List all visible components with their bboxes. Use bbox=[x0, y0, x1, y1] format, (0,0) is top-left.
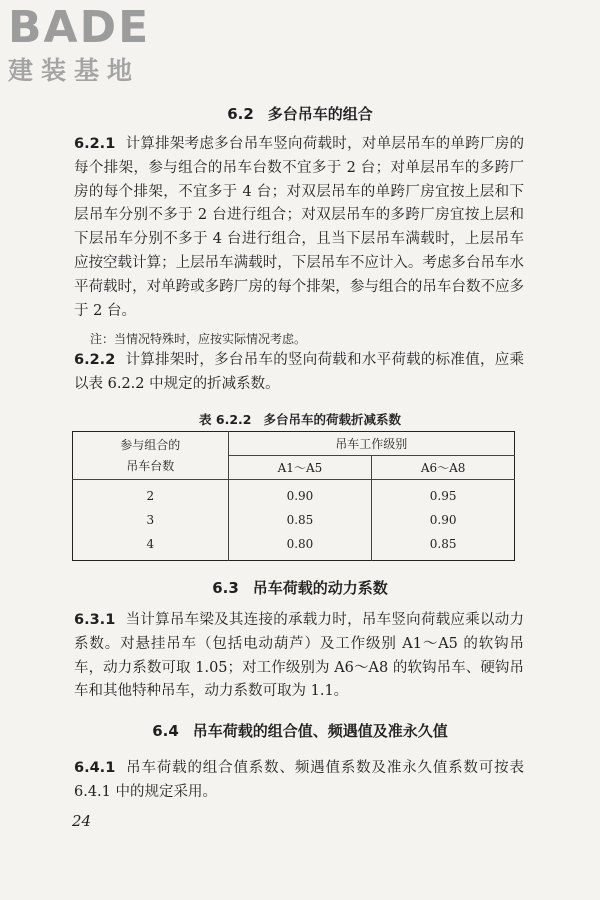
section-heading-6-3 bbox=[0, 577, 600, 598]
table-row bbox=[73, 480, 515, 509]
table-number: 表 6.2.2 bbox=[199, 412, 252, 427]
load-reduction-table bbox=[72, 431, 515, 561]
clause-text: 计算排架时，多台吊车的竖向荷载和水平荷载的标准值，应乘以表 6.2.2 中规定的折减系数。 bbox=[74, 352, 524, 392]
watermark-logo bbox=[8, 4, 178, 86]
section-heading-6-2 bbox=[0, 103, 600, 124]
clause-number: 6.4.1 bbox=[74, 760, 116, 776]
factor-a1-a5-cell: 0.80 bbox=[228, 532, 372, 561]
table-row bbox=[73, 532, 515, 561]
clause-number: 6.3.1 bbox=[74, 612, 116, 628]
row-header-cell bbox=[73, 432, 229, 480]
row-header-line2: 吊车台数 bbox=[126, 458, 175, 473]
clause-6-3-1 bbox=[74, 609, 524, 704]
row-header-line1: 参与组合的 bbox=[120, 437, 181, 452]
clause-number: 6.2.1 bbox=[74, 136, 116, 152]
factor-a1-a5-cell: 0.85 bbox=[228, 508, 372, 532]
crane-count-cell: 4 bbox=[73, 532, 229, 561]
section-number: 6.4 bbox=[152, 722, 179, 740]
factor-a1-a5-cell: 0.90 bbox=[228, 480, 372, 509]
clause-6-2-2 bbox=[74, 349, 524, 397]
section-heading-6-4 bbox=[0, 720, 600, 741]
clause-number: 6.2.2 bbox=[74, 352, 116, 368]
clause-6-2-1 bbox=[74, 133, 524, 323]
watermark-logo-sub: 建装基地 bbox=[8, 56, 141, 85]
group-header-cell: 吊车工作级别 bbox=[228, 432, 514, 456]
factor-a6-a8-cell: 0.95 bbox=[372, 480, 515, 509]
table-caption bbox=[0, 410, 600, 428]
column-header-a1-a5: A1～A5 bbox=[228, 456, 372, 480]
table-title: 多台吊车的荷载折减系数 bbox=[263, 412, 401, 427]
table-row bbox=[73, 508, 515, 532]
clause-text: 吊车荷载的组合值系数、频遇值系数及准永久值系数可按表 6.4.1 中的规定采用。 bbox=[74, 760, 524, 800]
note: 注：当情况特殊时，应按实际情况考虑。 bbox=[90, 332, 307, 346]
section-title: 吊车荷载的动力系数 bbox=[252, 579, 388, 597]
clause-text: 当计算吊车梁及其连接的承载力时，吊车竖向荷载应乘以动力系数。对悬挂吊车（包括电动葫芦）及工作级别 A1～A5 的软钩吊车，动力系数可取 1.05；对工作级别为 A6～A8 的软钩吊车、硬钩吊车和其他特种吊车，动力系数可取为 1.1。 bbox=[74, 612, 524, 700]
crane-count-cell: 2 bbox=[73, 480, 229, 509]
section-title: 多台吊车的组合 bbox=[267, 105, 373, 123]
section-title: 吊车荷载的组合值、频遇值及准永久值 bbox=[192, 722, 448, 740]
clause-6-4-1 bbox=[74, 757, 524, 805]
clause-text: 计算排架考虑多台吊车竖向荷载时，对单层吊车的单跨厂房的每个排架，参与组合的吊车台数不宜多于 2 台；对单层吊车的多跨厂房的每个排架，不宜多于 4 台；对双层吊车的单跨厂房宜按上层和下层吊车分别不多于 2 台进行组合；对双层吊车的多跨厂房宜按上层和下层吊车分别不多于 4 台进行组合，且当下层吊车满载时，上层吊车应按空载计算；上层吊车满载时，下层吊车不应计入。考虑多台吊车水平荷载时，对单跨或多跨厂房的每个排架，参与组合的吊车台数不应多于 2 台。 bbox=[74, 136, 524, 319]
page-number: 24 bbox=[72, 812, 92, 830]
watermark-logo-main: BADE bbox=[8, 2, 151, 53]
section-number: 6.3 bbox=[212, 579, 239, 597]
crane-count-cell: 3 bbox=[73, 508, 229, 532]
column-header-a6-a8: A6～A8 bbox=[372, 456, 515, 480]
factor-a6-a8-cell: 0.85 bbox=[372, 532, 515, 561]
section-number: 6.2 bbox=[227, 105, 254, 123]
factor-a6-a8-cell: 0.90 bbox=[372, 508, 515, 532]
